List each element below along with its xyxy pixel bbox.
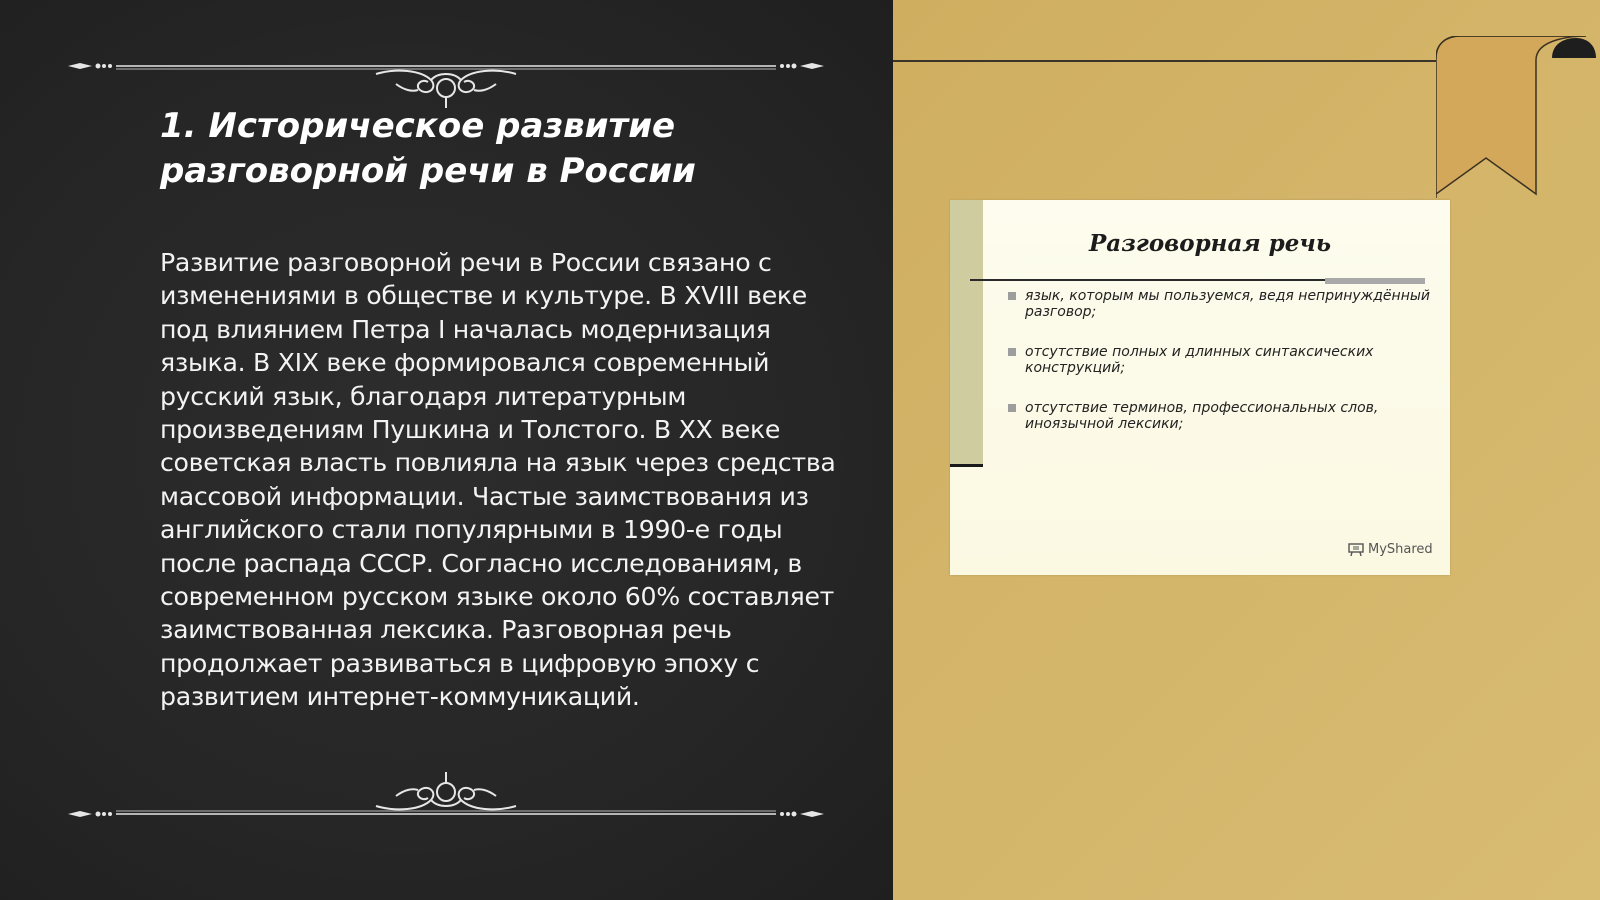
myshared-logo-icon [1348, 543, 1364, 557]
embedded-slide-rule-accent [1325, 278, 1425, 284]
embedded-slide-sidebar [950, 200, 983, 466]
embedded-list-item [1008, 344, 1445, 376]
bullet-icon [1008, 404, 1016, 412]
slide-body-text: Развитие разговорной речи в России связано с изменениями в обществе и культуре. В XVIII веке под влиянием Петра I началась модернизация языка. В XIX веке формировался современный русский язык, благодаря литературным произведениям Пушкина и Толстого. В XX веке советская власть повлияла на язык через средства массовой информации. Частые заимствования из английского стали популярными в 1990-е годы после распада СССР. Согласно исследованиям, в современном русском языке около 60% составляет заимствованная лексика. Разговорная речь продолжает развиваться в цифровую эпоху с развитием интернет-коммуникаций. [160, 248, 836, 712]
embedded-list-item-text: отсутствие терминов, профессиональных слов, иноязычной лексики; [1025, 400, 1379, 432]
bookmark-ribbon-icon [1436, 36, 1600, 198]
embedded-list-item-text: отсутствие полных и длинных синтаксических конструкций; [1025, 344, 1374, 376]
embedded-list-item [1008, 400, 1445, 432]
embedded-slide-image [950, 200, 1450, 575]
embedded-slide-sidebar-foot [950, 464, 983, 467]
top-divider-line [893, 60, 1453, 62]
bullet-icon [1008, 348, 1016, 356]
bullet-icon [1008, 292, 1016, 300]
embedded-list-item-text: язык, которым мы пользуемся, ведя непринуждённый разговор; [1025, 288, 1431, 320]
slide-title: 1. Историческое развитие разговорной речи в России [160, 106, 696, 191]
embedded-list-item [1008, 288, 1445, 320]
watermark [1348, 542, 1433, 557]
watermark-text: MyShared [1368, 542, 1433, 557]
embedded-slide-title: Разговорная речь [1089, 230, 1331, 257]
ornament-divider-icon [66, 50, 826, 110]
ornament-divider-icon [66, 770, 826, 830]
